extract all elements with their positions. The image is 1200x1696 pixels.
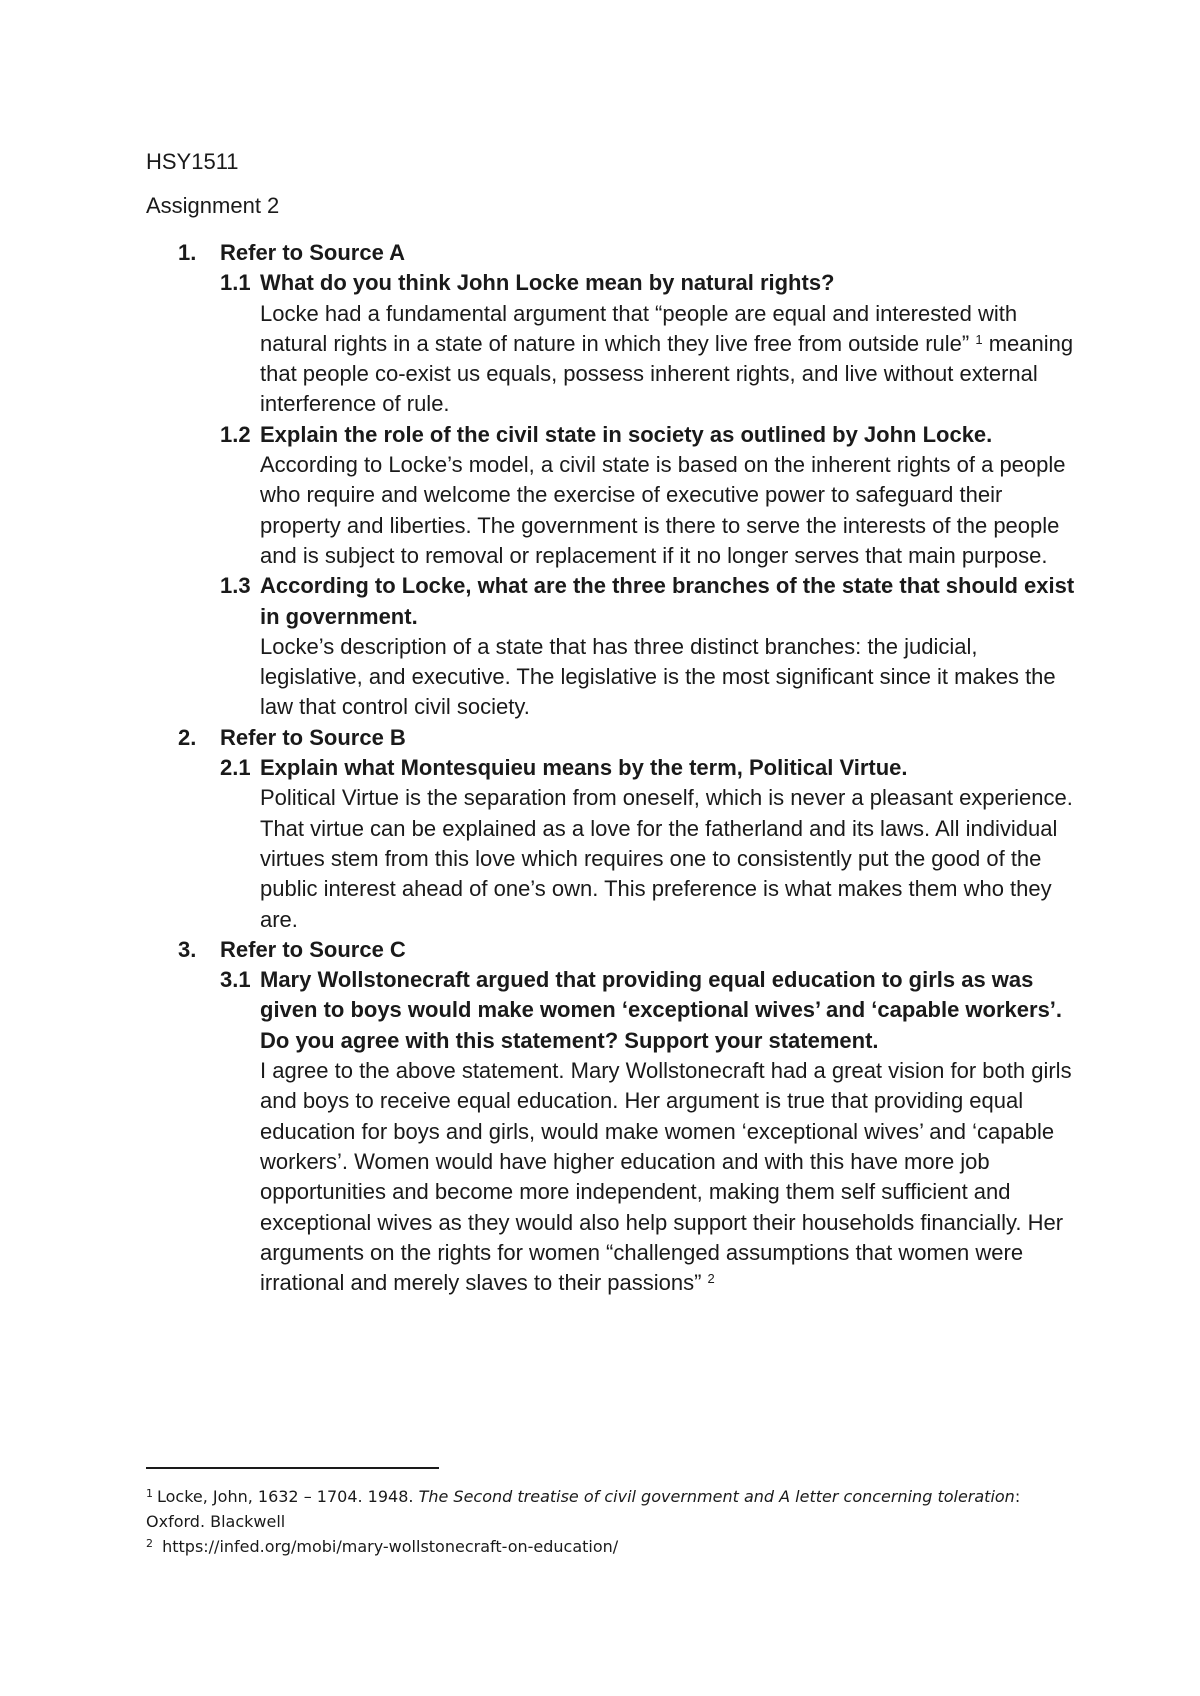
footnote-title: The Second treatise of civil government and A letter concerning toleration bbox=[418, 1487, 1015, 1506]
sub-question-1-3 bbox=[220, 571, 1076, 722]
sub-question-1-2 bbox=[220, 420, 1076, 571]
answer-text: Locke had a fundamental argument that “people are equal and interested with natural rights in a state of nature in which they live free from outside rule” bbox=[260, 300, 1018, 356]
footnote-ref[interactable]: 1 bbox=[975, 331, 983, 347]
question-title: Refer to Source C bbox=[220, 936, 406, 962]
footnote-link[interactable]: https://infed.org/mobi/mary-wollstonecraft-on-education/ bbox=[162, 1537, 619, 1556]
sub-answer: Locke’s description of a state that has three distinct branches: the judicial, legislative, and executive. The legislative is the most significant since it makes the law that control civil society. bbox=[260, 633, 1056, 720]
sub-answer: Political Virtue is the separation from oneself, which is never a pleasant experience. That virtue can be explained as a love for the fatherland and its laws. All individual virtues stem from this love which requires one to consistently put the good of the public interest ahead of one’s own. This preference is what makes them who they are. bbox=[260, 785, 1073, 932]
sub-question-number: 1.1 bbox=[220, 270, 251, 296]
question-number: 2. bbox=[178, 724, 197, 750]
footnote-divider bbox=[146, 1467, 439, 1469]
question-2 bbox=[146, 723, 1076, 935]
sub-question-2-1 bbox=[220, 753, 1076, 935]
answer-text: I agree to the above statement. Mary Wollstonecraft had a great vision for both girls and boys to receive equal education. Her argument is true that providing equal education for boys and girls, would make women ‘exceptional wives’ and ‘capable workers’. Women would have higher education and with this have more job opportunities and become more independent, making them self sufficient and exceptional wives as they would also help support their households financially. Her arguments on the rights for women “challenged assumptions that women were irrational and merely slaves to their passions” bbox=[260, 1058, 1072, 1296]
sub-question-text: Mary Wollstonecraft argued that providing equal education to girls as was given to boys would make women ‘exceptional wives’ and ‘capable workers’. Do you agree with this statement? Support your statement. bbox=[260, 967, 1063, 1053]
sub-question-number: 1.2 bbox=[220, 421, 251, 447]
question-number: 1. bbox=[178, 240, 197, 265]
footnote-1 bbox=[146, 1484, 1046, 1534]
assignment-title: Assignment 2 bbox=[146, 193, 280, 218]
question-3 bbox=[146, 935, 1076, 1299]
question-title: Refer to Source B bbox=[220, 724, 406, 750]
footnote-text: Locke, John, 1632 – 1704. 1948. bbox=[157, 1487, 419, 1506]
footnote-publisher: : Oxford. Blackwell bbox=[146, 1487, 1021, 1531]
sub-question-text: What do you think John Locke mean by natural rights? bbox=[260, 270, 835, 296]
question-list bbox=[146, 238, 1076, 1298]
sub-question-number: 2.1 bbox=[220, 755, 251, 781]
course-code: HSY1511 bbox=[146, 149, 239, 174]
sub-question-3-1 bbox=[220, 965, 1076, 1298]
sub-question-1-1 bbox=[220, 268, 1076, 419]
question-1 bbox=[146, 238, 1076, 723]
sub-question-text: According to Locke, what are the three branches of the state that should exist in government. bbox=[260, 573, 1075, 629]
sub-answer: According to Locke’s model, a civil state is based on the inherent rights of a people who require and welcome the exercise of executive power to safeguard their property and liberties. The government is there to serve the interests of the people and is subject to removal or replacement if it no longer serves that main purpose. bbox=[260, 452, 1066, 568]
sub-answer bbox=[260, 1056, 1076, 1298]
answer-text-continued: meaning that people co-exist us equals, possess inherent rights, and live without external interference of rule. bbox=[260, 330, 1074, 417]
question-title: Refer to Source A bbox=[220, 240, 406, 265]
footnote-2 bbox=[146, 1534, 1046, 1559]
footnotes bbox=[146, 1484, 1046, 1559]
sub-question-number: 1.3 bbox=[220, 573, 251, 599]
footnote-mark: 1 bbox=[146, 1487, 153, 1500]
footnote-mark: 2 bbox=[146, 1537, 153, 1550]
sub-question-text: Explain what Montesquieu means by the term, Political Virtue. bbox=[260, 755, 908, 781]
footnote-ref[interactable]: 2 bbox=[707, 1271, 715, 1287]
sub-question-text: Explain the role of the civil state in society as outlined by John Locke. bbox=[260, 421, 993, 447]
question-number: 3. bbox=[178, 936, 197, 962]
sub-question-number: 3.1 bbox=[220, 967, 251, 993]
sub-answer bbox=[260, 299, 1076, 420]
